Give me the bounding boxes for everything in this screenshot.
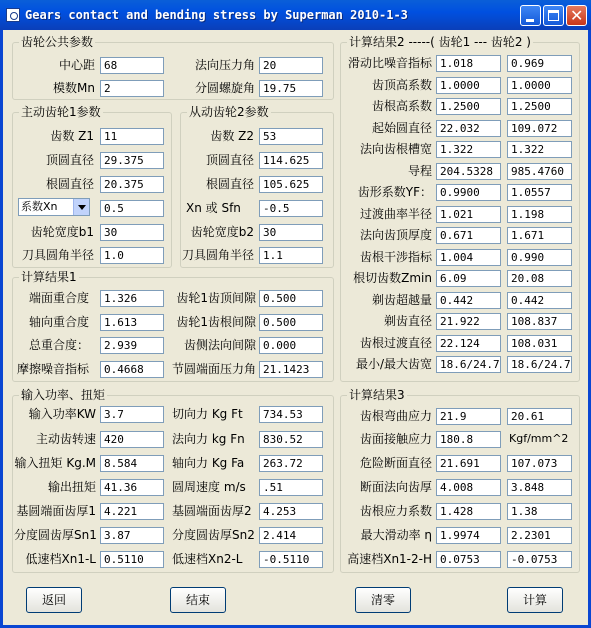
result2-label: 法向齿顶厚度 [359, 228, 432, 242]
result2-label: 剃齿直径 [383, 314, 432, 328]
power-label: 基圆端面齿厚1 [16, 504, 96, 518]
power-value[interactable]: 8.584 [100, 455, 164, 472]
gear1-teeth-label: 齿数 Z1 [50, 129, 94, 143]
group-title: 输入功率、扭矩 [21, 388, 106, 402]
result1-value[interactable]: 1.326 [100, 290, 164, 307]
gear1-teeth-input[interactable]: 11 [100, 128, 164, 145]
gear1-root-dia-input[interactable]: 20.375 [100, 176, 164, 193]
result3-gear2-value[interactable]: 2.2301 [507, 527, 572, 544]
result2-label: 导程 [407, 163, 432, 178]
power-value[interactable]: -0.5110 [259, 551, 323, 568]
clear-button[interactable]: 清零 [355, 587, 411, 613]
result2-label: 剃齿超越量 [371, 292, 432, 307]
end-button[interactable]: 结束 [170, 587, 226, 613]
gear2-root-dia-label: 根圆直径 [205, 177, 254, 191]
gear2-width-label: 齿轮宽度b2 [190, 225, 254, 239]
gear1-tip-dia-input[interactable]: 29.375 [100, 152, 164, 169]
result2-gear1-value[interactable]: 1.2500 [436, 98, 501, 115]
result3-gear1-value[interactable]: 4.008 [436, 479, 501, 496]
module-label: 模数Mn [53, 81, 95, 95]
module-input[interactable]: 2 [100, 80, 164, 97]
power-value[interactable]: 734.53 [259, 406, 323, 423]
result2-gear2-value[interactable]: 0.969 [507, 55, 572, 72]
power-label: 分度圆齿厚Sn1 [14, 528, 97, 542]
result2-gear1-value[interactable]: 1.018 [436, 55, 501, 72]
result2-label: 过渡曲率半径 [359, 206, 432, 221]
result2-label: 滑动比噪音指标 [347, 56, 432, 70]
result3-gear1-value[interactable]: 1.9974 [436, 527, 501, 544]
result1-value[interactable]: 0.500 [259, 290, 323, 307]
power-label: 输出扭矩 [47, 480, 96, 494]
result3-label: 高速档Xn1-2-H [347, 552, 432, 566]
group-title: 计算结果1 [21, 270, 77, 284]
result2-gear1-value[interactable]: 6.09 [436, 270, 501, 287]
gear2-width-input[interactable]: 30 [259, 224, 323, 241]
power-value[interactable]: 2.414 [259, 527, 323, 544]
result2-gear2-value[interactable]: 0.990 [507, 249, 572, 266]
power-value[interactable]: 4.221 [100, 503, 164, 520]
result3-gear2-value[interactable]: 1.38 [507, 503, 572, 520]
gear2-teeth-label: 齿数 Z2 [210, 129, 254, 143]
result3-gear1-value[interactable]: 21.9 [436, 408, 501, 425]
power-value[interactable]: 3.7 [100, 406, 164, 423]
power-label: 轴向力 Kg Fa [172, 456, 245, 470]
pressure-angle-label: 法向压力角 [194, 58, 255, 72]
power-label: 输入扭矩 Kg.M [14, 456, 96, 470]
result2-gear1-value[interactable]: 21.922 [436, 313, 501, 330]
gear1-root-dia-label: 根圆直径 [45, 177, 94, 191]
center-distance-input[interactable]: 68 [100, 57, 164, 74]
window-title: Gears contact and bending stress by Superman 2010-1-3 [25, 8, 408, 22]
result2-gear2-value[interactable]: 18.6/24.7 [507, 356, 572, 373]
power-value[interactable]: 420 [100, 431, 164, 448]
result3-gear1-value[interactable]: 180.8 [436, 431, 501, 448]
result2-gear1-value[interactable]: 0.442 [436, 292, 501, 309]
power-value[interactable]: 41.36 [100, 479, 164, 496]
result1-label: 齿轮1齿根间隙 [176, 315, 256, 329]
gear1-tool-radius-label: 刀具圆角半径 [21, 248, 94, 262]
shift-type-select[interactable] [18, 198, 90, 216]
result1-label: 轴向重合度 [28, 315, 89, 329]
result2-gear1-value[interactable]: 1.021 [436, 206, 501, 223]
power-label: 分度圆齿厚Sn2 [172, 528, 255, 542]
pressure-angle-input[interactable]: 20 [259, 57, 323, 74]
power-value[interactable]: 3.87 [100, 527, 164, 544]
result1-label: 齿侧法向间隙 [183, 338, 256, 352]
result3-label: 齿面接触应力 [359, 432, 432, 446]
gear1-width-label: 齿轮宽度b1 [30, 225, 94, 239]
minimize-button[interactable] [520, 5, 541, 26]
result3-gear1-value[interactable]: 21.691 [436, 455, 501, 472]
gear2-root-dia-input[interactable]: 105.625 [259, 176, 323, 193]
result2-gear1-value[interactable]: 1.004 [436, 249, 501, 266]
result1-label: 端面重合度 [28, 291, 89, 305]
result3-gear2-value[interactable]: -0.0753 [507, 551, 572, 568]
result1-value[interactable]: 0.4668 [100, 361, 164, 378]
gear2-shift-input[interactable]: -0.5 [259, 200, 323, 217]
result2-gear1-value[interactable]: 0.9900 [436, 184, 501, 201]
result2-label: 起始圆直径 [371, 120, 432, 135]
result2-gear1-value[interactable]: 22.124 [436, 335, 501, 352]
result2-label: 齿顶高系数 [371, 77, 432, 92]
app-icon [6, 8, 20, 22]
result3-label: 齿根应力系数 [359, 504, 432, 518]
gear2-tip-dia-input[interactable]: 114.625 [259, 152, 323, 169]
title-bar [0, 0, 591, 30]
result1-value[interactable]: 2.939 [100, 337, 164, 354]
gear2-tip-dia-label: 顶圆直径 [205, 153, 254, 167]
group-title: 齿轮公共参数 [21, 35, 94, 49]
power-label: 低速档Xn2-L [172, 552, 243, 566]
result3-label: 齿根弯曲应力 [359, 409, 432, 423]
group-title: 计算结果2 -----( 齿轮1 --- 齿轮2 ) [349, 35, 531, 49]
gear2-tool-radius-input[interactable]: 1.1 [259, 247, 323, 264]
group-title: 从动齿轮2参数 [189, 105, 269, 119]
result2-gear2-value[interactable]: 108.031 [507, 335, 572, 352]
maximize-button[interactable] [543, 5, 564, 26]
gear2-tool-radius-label: 刀具圆角半径 [182, 248, 255, 262]
power-label: 法向力 kg Fn [172, 432, 245, 446]
result2-gear1-value[interactable]: 22.032 [436, 120, 501, 137]
gear1-shift-input[interactable]: 0.5 [100, 200, 164, 217]
gear1-width-input[interactable]: 30 [100, 224, 164, 241]
result2-gear2-value[interactable]: 1.322 [507, 141, 572, 158]
result2-label: 齿形系数YF： [357, 185, 432, 199]
result1-value[interactable]: 21.1423 [259, 361, 323, 378]
result2-label: 齿根过渡直径 [359, 335, 432, 350]
result2-gear1-value[interactable]: 204.5328 [436, 163, 501, 180]
result2-gear2-value[interactable]: 1.0557 [507, 184, 572, 201]
result1-label: 摩擦噪音指标 [16, 362, 89, 376]
power-value[interactable]: 0.5110 [100, 551, 164, 568]
result3-label: 危险断面直径 [359, 456, 432, 470]
chevron-down-icon[interactable] [73, 199, 89, 215]
helix-angle-input[interactable]: 19.75 [259, 80, 323, 97]
result1-value[interactable]: 0.000 [259, 337, 323, 354]
result1-label: 总重合度： [28, 338, 89, 352]
back-button[interactable]: 返回 [26, 587, 82, 613]
power-label: 切向力 Kg Ft [172, 407, 243, 421]
result1-value[interactable]: 0.500 [259, 314, 323, 331]
result1-label: 节圆端面压力角 [171, 362, 256, 376]
power-value[interactable]: .51 [259, 479, 323, 496]
close-icon: ✕ [570, 6, 584, 25]
result2-label: 根切齿数Zmin [353, 271, 432, 285]
power-value[interactable]: 830.52 [259, 431, 323, 448]
power-label: 低速档Xn1-L [25, 552, 96, 566]
group-title: 主动齿轮1参数 [21, 105, 101, 119]
result2-gear1-value[interactable]: 0.671 [436, 227, 501, 244]
power-value[interactable]: 4.253 [259, 503, 323, 520]
gear2-teeth-input[interactable]: 53 [259, 128, 323, 145]
gear2-shift-label: Xn 或 Sfn [186, 201, 241, 215]
result2-gear2-value[interactable]: 1.198 [507, 206, 572, 223]
result2-label: 法向齿根槽宽 [359, 142, 432, 156]
result2-gear2-value[interactable]: 108.837 [507, 313, 572, 330]
minimize-icon [526, 19, 534, 22]
gear1-tip-dia-label: 顶圆直径 [45, 153, 94, 167]
result2-label: 最小/最大齿宽 [355, 357, 432, 371]
result2-gear1-value[interactable]: 1.322 [436, 141, 501, 158]
shift-type-selected: 系数Xn [21, 200, 58, 213]
maximize-icon [548, 10, 559, 21]
gear1-tool-radius-input[interactable]: 1.0 [100, 247, 164, 264]
result2-gear2-value[interactable]: 20.08 [507, 270, 572, 287]
group-title: 计算结果3 [349, 388, 405, 402]
result2-gear2-value[interactable]: 1.671 [507, 227, 572, 244]
result2-gear2-value[interactable]: 0.442 [507, 292, 572, 309]
power-value[interactable]: 263.72 [259, 455, 323, 472]
result3-gear1-value[interactable]: 0.0753 [436, 551, 501, 568]
result3-label: 断面法向齿厚 [359, 480, 432, 494]
result1-value[interactable]: 1.613 [100, 314, 164, 331]
result2-gear1-value[interactable]: 18.6/24.7 [436, 356, 501, 373]
result3-gear1-value[interactable]: 1.428 [436, 503, 501, 520]
result2-gear2-value[interactable]: 985.4760 [507, 163, 572, 180]
result3-label: 最大滑动率 η [360, 528, 432, 542]
power-label: 输入功率KW [28, 407, 96, 421]
helix-angle-label: 分圆螺旋角 [194, 81, 255, 95]
result2-label: 齿根高系数 [371, 99, 432, 113]
result2-gear2-value[interactable]: 1.0000 [507, 77, 572, 94]
result3-gear2-value[interactable]: 20.61 [507, 408, 572, 425]
result2-gear1-value[interactable]: 1.0000 [436, 77, 501, 94]
result2-gear2-value[interactable]: 109.072 [507, 120, 572, 137]
result2-gear2-value[interactable]: 1.2500 [507, 98, 572, 115]
result1-label: 齿轮1齿顶间隙 [176, 291, 256, 305]
calculate-button[interactable]: 计算 [507, 587, 563, 613]
result2-label: 齿根干涉指标 [359, 249, 432, 264]
close-button[interactable] [566, 5, 587, 26]
result3-gear2-value[interactable]: 107.073 [507, 455, 572, 472]
power-label: 圆周速度 m/s [172, 480, 246, 494]
power-label: 基圆端面齿厚2 [172, 504, 252, 518]
result3-gear2-value[interactable]: 3.848 [507, 479, 572, 496]
stress-unit-label: Kgf/mm^2 [509, 432, 569, 445]
center-distance-label: 中心距 [58, 58, 95, 72]
power-label: 主动齿转速 [35, 432, 96, 446]
